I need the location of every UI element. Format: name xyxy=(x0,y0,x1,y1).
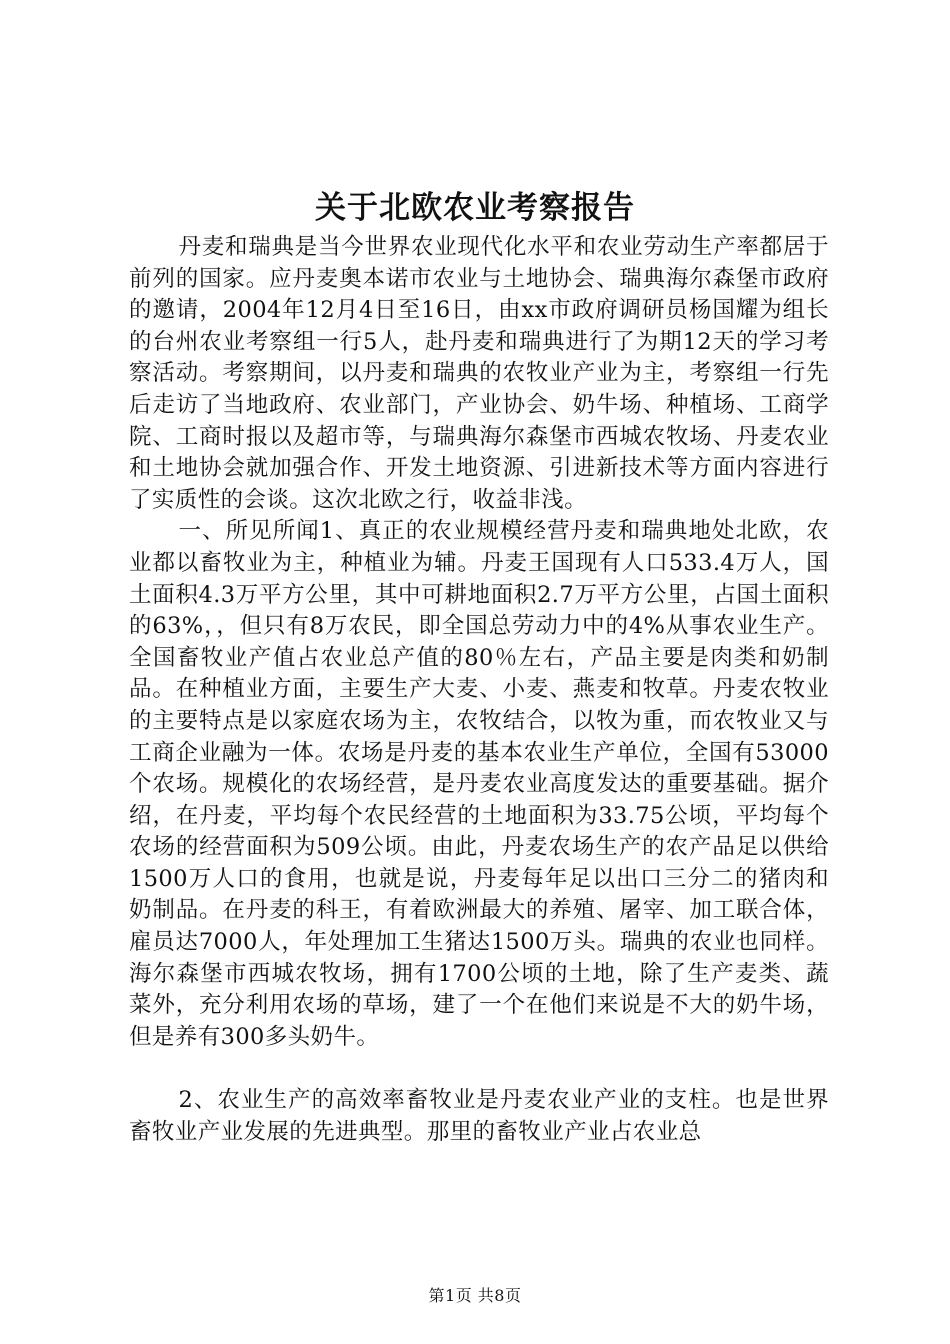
paragraph-section-1: 一、所见所闻1、真正的农业规模经营丹麦和瑞典地处北欧，农业都以畜牧业为主，种植业为辅。丹麦王国现有人口533.4万人，国土面积4.3万平方公里，其中可耕地面积2.7万平方公里，占国土面积的63%，，但只有8万农民，即全国总劳动力中的4%从事农业生产。全国畜牧业产值占农业总产值的80％左右，产品主要是肉类和奶制品。在种植业方面，主要生产大麦、小麦、燕麦和牧草。丹麦农牧业的主要特点是以家庭农场为主，农牧结合，以牧为重，而农牧业又与工商企业融为一体。农场是丹麦的基本农业生产单位，全国有53000个农场。规模化的农场经营，是丹麦农业高度发达的重要基础。据介绍，在丹麦，平均每个农民经营的土地面积为33.75公顷，平均每个农场的经营面积为509公顷。由此，丹麦农场生产的农产品足以供给1500万人口的食用，也就是说，丹麦每年足以出口三分二的猪肉和奶制品。在丹麦的科王，有着欧洲最大的养殖、屠宰、加工联合体，雇员达7000人，年处理加工生猪达1500万头。瑞典的农业也同样。海尔森堡市西城农牧场，拥有1700公顷的土地，除了生产麦类、蔬菜外，充分利用农场的草场，建了一个在他们来说是不大的奶牛场，但是养有300多头奶牛。 xyxy=(129,518,829,1050)
paragraph-intro: 丹麦和瑞典是当今世界农业现代化水平和农业劳动生产率都居于前列的国家。应丹麦奥本诺市农业与土地协会、瑞典海尔森堡市政府的邀请，2004年12月4日至16日，由xx市政府调研员杨国耀为组长的台州农业考察组一行5人，赴丹麦和瑞典进行了为期12天的学习考察活动。考察期间，以丹麦和瑞典的农牧业产业为主，考察组一行先后走访了当地政府、农业部门，产业协会、奶牛场、种植场、工商学院、工商时报以及超市等，与瑞典海尔森堡市西城农牧场、丹麦农业和土地协会就加强合作、开发土地资源、引进新技术等方面内容进行了实质性的会谈。这次北欧之行，收益非浅。 xyxy=(129,234,829,513)
paragraph-section-2: 2、农业生产的高效率畜牧业是丹麦农业产业的支柱。也是世界畜牧业产业发展的先进典型。那里的畜牧业产业占农业总 xyxy=(129,1087,829,1145)
page-number-footer: 第1页 共8页 xyxy=(428,1286,522,1305)
document-body xyxy=(129,232,829,1148)
document-title: 关于北欧农业考察报告 xyxy=(315,190,635,226)
